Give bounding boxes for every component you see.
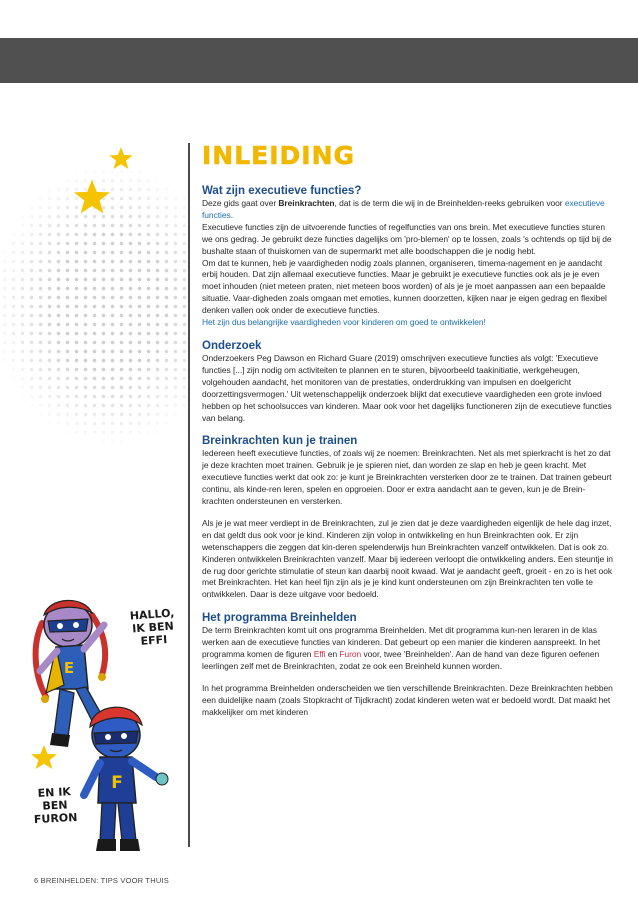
svg-text:F: F: [111, 773, 123, 793]
paragraph: Om dat te kunnen, heb je vaardigheden nodig zoals plannen, organiseren, timema-nagement en je aandacht erbij houden. Dat zijn allemaal executieve functies. Maar je gebruikt je executieve functies ook als je je even moet inhouden (niet meteen praten, niet meteen boos worden) of als je je moet aanpassen aan een bepaalde situatie. Vaar-digheden zoals omgaan met emoties, kunnen doorzetten, kijken naar je eigen gedrag en flexibel denken vallen ook onder de executieve functies.: [202, 257, 607, 316]
paragraph: De term Breinkrachten komt uit ons programma Breinhelden. Met dit programma kun-nen leraren in de klas werken aan de executieve functies van kinderen. Dat gebeurt op een manier die kinderen aanspreekt. In het programma komen de figuren Effi en Furon voor, twee 'Breinhelden'. Aan de hand van deze figuren oefenen leerlingen zelf met de Breinkrachten, zodat ze ook een Breinheld kunnen worden.: [202, 625, 601, 671]
paragraph: Als je je wat meer verdiept in de Breinkrachten, zul je zien dat je deze vaardigheden eigenlijk de hele dag inzet, en dat geldt dus ook voor je kind. Kinderen zijn volop in ontwikkeling en hun Breinkrachten ook. Er zijn wetenschappers die zeggen dat kin-deren spelenderwijs hun Breinkrachten vanzelf ontwikkelen. Dat is ook zo. Kinderen ontwikkelen Breinkrachten vanzelf. Maar bij iedereen verloopt die ontwikkeling anders. Een steuntje in de rug door gerichte stimulatie of steun kan daarbij nooit kwaad. Wat je aandacht geeft, groeit - en zo is het ook met Breinkrachten. Het kan heel fijn zijn als je je kind kunt ondersteunen om zijn Breinkrachten ten volle te ontwikkelen. Daar is deze uitgave voor bedoeld.: [202, 517, 613, 600]
star-icon: [31, 745, 57, 769]
paragraph: Iedereen heeft executieve functies, of zoals wij ze noemen: Breinkrachten. Net als met spierkracht is het zo dat je deze krachten moet trainen. Gebruik je je spieren niet, dan worden ze slap en heb je geen kracht. Met executieve functies werkt dat ook zo: je kunt je Breinkrachten versterken door ze te trainen. Dat trainen gebeurt continu, als kinde-ren leren, spelen en opgroeien. Door er extra aandacht aan te geven, kun je de Brein-krachten ondersteunen en versterken.: [202, 448, 612, 507]
name-effi: Effi: [313, 649, 326, 660]
svg-text:E: E: [63, 659, 75, 677]
effi-speech-text: HALLO, IK BEN EFFI: [129, 606, 175, 648]
star-icon: [72, 178, 112, 218]
section-executieve-functies: [202, 184, 616, 329]
furon-speech-text: EN IK BEN FURON: [33, 785, 78, 827]
main-content: [202, 140, 616, 729]
top-bar: [0, 38, 638, 83]
paragraph: Onderzoekers Peg Dawson en Richard Guare (2019) omschrijven executieve functies als volgt: 'Executieve functies [...] zijn nodig om activiteiten te plannen en te sturen, bijvoorbeeld taakinitiatie, werkgeheugen, volgehouden aandacht, het monitoren van de prestaties, onderdrukking van impulsen en doelgericht doorzettingsvermogen.' Uit wetenschappelijk onderzoek blijkt dat executieve vaardigheden een grote invloed hebben op het schoolsucces van kinderen. Maar ook voor het dagelijks functioneren zijn de executieve functies van belang.: [202, 352, 612, 423]
paragraph: Deze gids gaat over Breinkrachten, dat is de term die wij in de Breinhelden-reeks gebruiken voor executieve functies.: [202, 198, 605, 220]
furon-figure: [84, 707, 168, 851]
section-breinkrachten-trainen: [202, 434, 616, 601]
term-highlight: executieve functies: [202, 198, 605, 220]
page-footer: 6 BREINHELDEN: TIPS VOOR THUIS: [34, 876, 169, 885]
section-heading: Onderzoek: [202, 339, 262, 352]
name-furon: Furon: [339, 649, 362, 660]
paragraph: Executieve functies zijn de uitvoerende functies of regelfuncties van ons brein. Met executieve functies sturen we ons gedrag. Je gebruikt deze functies dagelijks om 'pro-blemen' op te lossen, zoals 's ochtends op tijd bij de bushalte staan of thuiskomen van de supermarkt met alle boodschappen die je nodig hebt.: [202, 221, 612, 256]
paragraph: In het programma Breinhelden onderscheiden we tien verschillende Breinkrachten. Deze Breinkrachten hebben een duidelijke naam (zoals Stopkracht of Tijdkracht) zodat kinderen weten wat er bedoeld wordt. Dat maakt het makkelijker om met kinderen: [202, 682, 613, 717]
section-programma-breinhelden: [202, 611, 616, 718]
section-onderzoek: [202, 339, 616, 424]
section-heading: Breinkrachten kun je trainen: [202, 435, 358, 448]
breinhelden-characters-illustration: [24, 585, 184, 860]
section-heading: Wat zijn executieve functies?: [202, 185, 362, 197]
section-heading: Het programma Breinhelden: [202, 612, 357, 625]
vertical-divider: [188, 143, 190, 847]
star-icon: [108, 146, 134, 172]
page-title: INLEIDING: [202, 141, 356, 170]
paragraph-highlight: Het zijn dus belangrijke vaardigheden voor kinderen om goed te ontwikkelen!: [202, 317, 486, 328]
